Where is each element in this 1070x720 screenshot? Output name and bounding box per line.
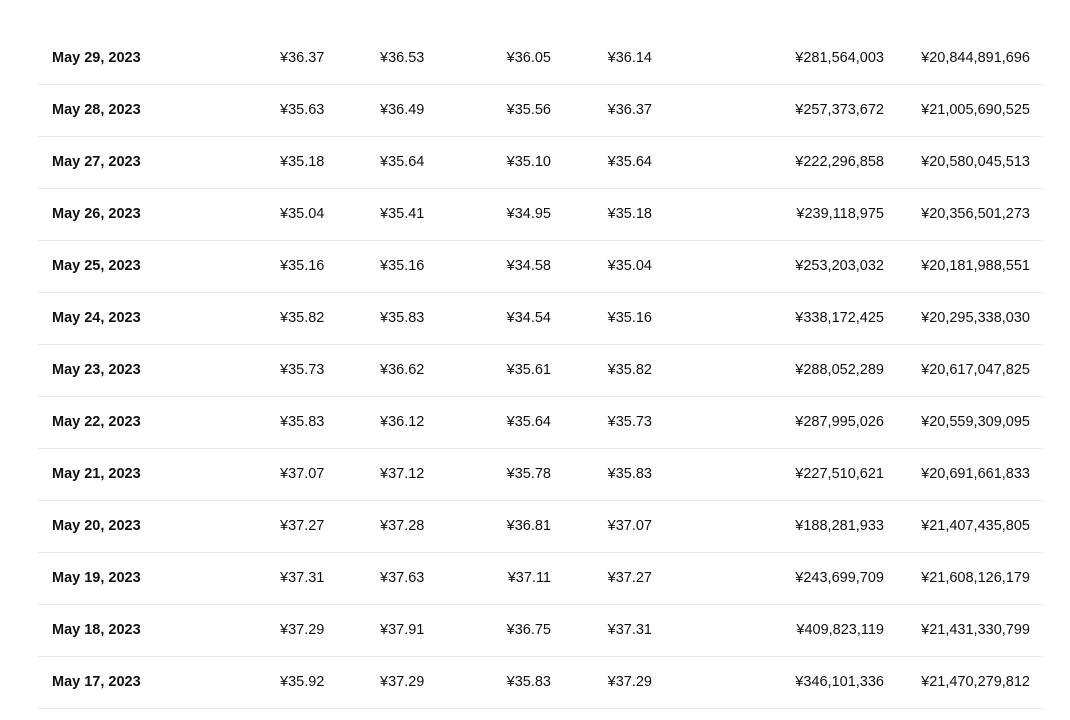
close-cell: ¥35.73 [607,414,652,430]
open-cell: ¥35.04 [280,206,325,222]
table-row [38,241,1044,293]
low-cell: ¥34.95 [506,206,551,222]
volume-cell: ¥188,281,933 [795,518,884,534]
historical-data-table [38,33,1044,709]
high-cell: ¥36.49 [380,102,425,118]
close-cell: ¥37.07 [607,518,652,534]
date-cell: May 18, 2023 [52,622,141,638]
table-row [38,605,1044,657]
open-cell: ¥35.83 [280,414,325,430]
high-cell: ¥37.29 [380,674,425,690]
market-cap-cell: ¥20,844,891,696 [921,50,1030,66]
date-cell: May 23, 2023 [52,362,141,378]
close-cell: ¥37.27 [607,570,652,586]
high-cell: ¥35.16 [380,258,425,274]
close-cell: ¥35.18 [607,206,652,222]
market-cap-cell: ¥21,608,126,179 [921,570,1030,586]
date-cell: May 19, 2023 [52,570,141,586]
table-row [38,137,1044,189]
volume-cell: ¥227,510,621 [795,466,884,482]
open-cell: ¥35.16 [280,258,325,274]
low-cell: ¥35.64 [506,414,551,430]
market-cap-cell: ¥21,431,330,799 [921,622,1030,638]
high-cell: ¥36.62 [380,362,425,378]
date-cell: May 22, 2023 [52,414,141,430]
date-cell: May 20, 2023 [52,518,141,534]
table-row [38,33,1044,85]
volume-cell: ¥243,699,709 [795,570,884,586]
low-cell: ¥36.05 [506,50,551,66]
volume-cell: ¥409,823,119 [796,622,884,638]
date-cell: May 24, 2023 [52,310,141,326]
market-cap-cell: ¥21,470,279,812 [921,674,1030,690]
market-cap-cell: ¥20,580,045,513 [921,154,1030,170]
close-cell: ¥36.37 [607,102,652,118]
high-cell: ¥36.12 [380,414,425,430]
table-row [38,397,1044,449]
open-cell: ¥35.63 [280,102,325,118]
table-row [38,85,1044,137]
open-cell: ¥35.92 [280,674,325,690]
open-cell: ¥37.29 [280,622,325,638]
table-row [38,293,1044,345]
volume-cell: ¥281,564,003 [795,50,884,66]
low-cell: ¥35.56 [506,102,551,118]
close-cell: ¥35.83 [607,466,652,482]
low-cell: ¥36.81 [506,518,551,534]
volume-cell: ¥346,101,336 [795,674,884,690]
date-cell: May 29, 2023 [52,50,141,66]
table-row [38,553,1044,605]
volume-cell: ¥222,296,858 [795,154,884,170]
open-cell: ¥37.27 [280,518,325,534]
close-cell: ¥37.31 [607,622,652,638]
open-cell: ¥35.82 [280,310,325,326]
volume-cell: ¥288,052,289 [795,362,884,378]
close-cell: ¥35.16 [607,310,652,326]
date-cell: May 26, 2023 [52,206,141,222]
table-row [38,449,1044,501]
close-cell: ¥37.29 [607,674,652,690]
high-cell: ¥35.64 [380,154,425,170]
low-cell: ¥34.58 [506,258,551,274]
low-cell: ¥35.61 [506,362,551,378]
market-cap-cell: ¥21,407,435,805 [921,518,1030,534]
open-cell: ¥35.73 [280,362,325,378]
close-cell: ¥35.04 [607,258,652,274]
table-row [38,501,1044,553]
high-cell: ¥35.41 [380,206,425,222]
volume-cell: ¥257,373,672 [795,102,884,118]
date-cell: May 25, 2023 [52,258,141,274]
low-cell: ¥34.54 [506,310,551,326]
table-row [38,189,1044,241]
volume-cell: ¥338,172,425 [795,310,884,326]
low-cell: ¥35.10 [506,154,551,170]
date-cell: May 21, 2023 [52,466,141,482]
volume-cell: ¥239,118,975 [796,206,884,222]
low-cell: ¥35.83 [506,674,551,690]
low-cell: ¥36.75 [506,622,551,638]
market-cap-cell: ¥20,559,309,095 [921,414,1030,430]
high-cell: ¥36.53 [380,50,425,66]
volume-cell: ¥253,203,032 [795,258,884,274]
table-row [38,657,1044,709]
high-cell: ¥37.12 [380,466,425,482]
close-cell: ¥35.82 [607,362,652,378]
market-cap-cell: ¥20,356,501,273 [921,206,1030,222]
market-cap-cell: ¥20,181,988,551 [921,258,1030,274]
open-cell: ¥36.37 [280,50,325,66]
table-row [38,345,1044,397]
open-cell: ¥37.07 [280,466,325,482]
low-cell: ¥37.11 [507,570,551,586]
date-cell: May 17, 2023 [52,674,141,690]
high-cell: ¥37.91 [380,622,425,638]
market-cap-cell: ¥20,295,338,030 [921,310,1030,326]
open-cell: ¥35.18 [280,154,325,170]
close-cell: ¥35.64 [607,154,652,170]
market-cap-cell: ¥20,691,661,833 [921,466,1030,482]
market-cap-cell: ¥21,005,690,525 [921,102,1030,118]
date-cell: May 28, 2023 [52,102,141,118]
date-cell: May 27, 2023 [52,154,141,170]
high-cell: ¥35.83 [380,310,425,326]
high-cell: ¥37.28 [380,518,425,534]
close-cell: ¥36.14 [607,50,652,66]
open-cell: ¥37.31 [280,570,325,586]
market-cap-cell: ¥20,617,047,825 [921,362,1030,378]
volume-cell: ¥287,995,026 [795,414,884,430]
low-cell: ¥35.78 [506,466,551,482]
high-cell: ¥37.63 [380,570,425,586]
